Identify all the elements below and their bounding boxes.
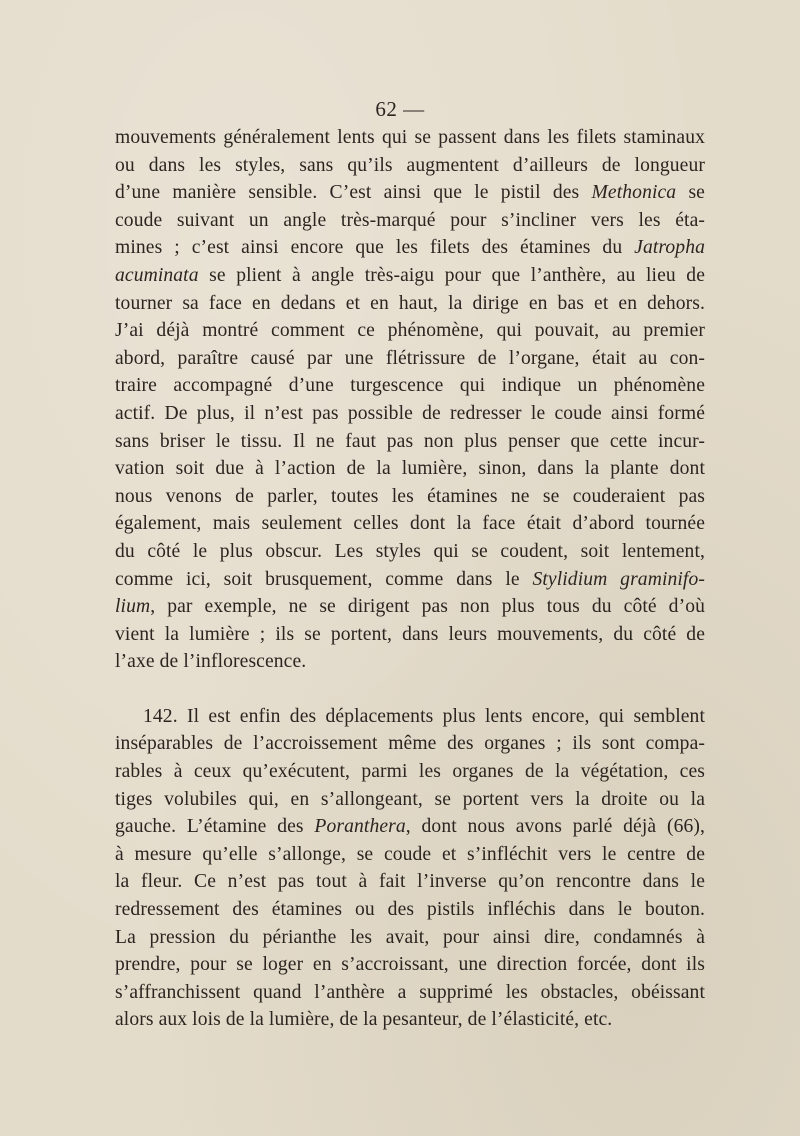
paragraph-1 [115, 124, 705, 676]
text-line: ou dans les styles, sans qu’ils augmentent d’ailleurs de longueur [115, 154, 705, 176]
paragraph-2 [115, 703, 705, 1034]
text-line: s’affranchissent quand l’anthère a supprimé les obstacles, obéissant [115, 981, 705, 1003]
text-line: sans briser le tissu. Il ne faut pas non plus penser que cette incur- [115, 430, 705, 452]
text-line: 142. Il est enfin des déplacements plus lents encore, qui semblent [143, 705, 705, 727]
text-line: tiges volubiles qui, en s’allongeant, se portent vers la droite ou la [115, 788, 705, 810]
text-line: prendre, pour se loger en s’accroissant, une direction forcée, dont ils [115, 954, 705, 976]
text-line: comme ici, soit brusquement, comme dans le Stylidium graminifo- [115, 568, 705, 590]
text-line: vient la lumière ; ils se portent, dans leurs mouvements, du côté de [115, 623, 705, 645]
text-line: abord, paraître causé par une flétrissure de l’organe, était au con- [115, 347, 705, 369]
text-line: acuminata se plient à angle très-aigu pour que l’anthère, au lieu de [115, 264, 705, 286]
text-line: alors aux lois de la lumière, de la pesanteur, de l’élasticité, etc. [115, 1009, 613, 1031]
text-line: tourner sa face en dedans et en haut, la dirige en bas et en dehors. [115, 292, 705, 314]
text-line: également, mais seulement celles dont la face était d’abord tournée [115, 513, 705, 535]
text-line: rables à ceux qu’exécutent, parmi les organes de la végétation, ces [115, 761, 705, 783]
text-line: traire accompagné d’une turgescence qui indique un phénomène [115, 375, 705, 397]
text-line: l’axe de l’inflorescence. [115, 651, 307, 673]
text-line: La pression du périanthe les avait, pour ainsi dire, condamnés à [115, 926, 705, 948]
text-line: redressement des étamines ou des pistils infléchis dans le bouton. [115, 899, 705, 921]
text-line: la fleur. Ce n’est pas tout à fait l’inverse qu’on rencontre dans le [115, 871, 705, 893]
text-line: nous venons de parler, toutes les étamines ne se couderaient pas [115, 485, 705, 507]
paragraph-spacer [115, 676, 705, 703]
text-line: actif. De plus, il n’est pas possible de redresser le coude ainsi formé [115, 402, 705, 424]
text-line: mines ; c’est ainsi encore que les filets des étamines du Jatropha [115, 237, 705, 259]
text-line: lium, par exemple, ne se dirigent pas non plus tous du côté d’où [115, 596, 705, 618]
text-line: du côté le plus obscur. Les styles qui se coudent, soit lentement, [115, 540, 705, 562]
page-number: 62 — [375, 97, 425, 121]
text-line: d’une manière sensible. C’est ainsi que le pistil des Methonica se [115, 182, 705, 204]
text-line: à mesure qu’elle s’allonge, se coude et s’infléchit vers le centre de [115, 843, 705, 865]
text-line: coude suivant un angle très-marqué pour s’incliner vers les éta- [115, 209, 705, 231]
text-line: gauche. L’étamine des Poranthera, dont nous avons parlé déjà (66), [115, 816, 705, 838]
text-line: inséparables de l’accroissement même des organes ; ils sont compa- [115, 733, 705, 755]
text-line: vation soit due à l’action de la lumière, sinon, dans la plante dont [115, 458, 705, 480]
body-text [115, 124, 705, 1034]
text-line: mouvements généralement lents qui se passent dans les filets staminaux [115, 127, 705, 148]
text-line: J’ai déjà montré comment ce phénomène, qui pouvait, au premier [115, 320, 705, 342]
